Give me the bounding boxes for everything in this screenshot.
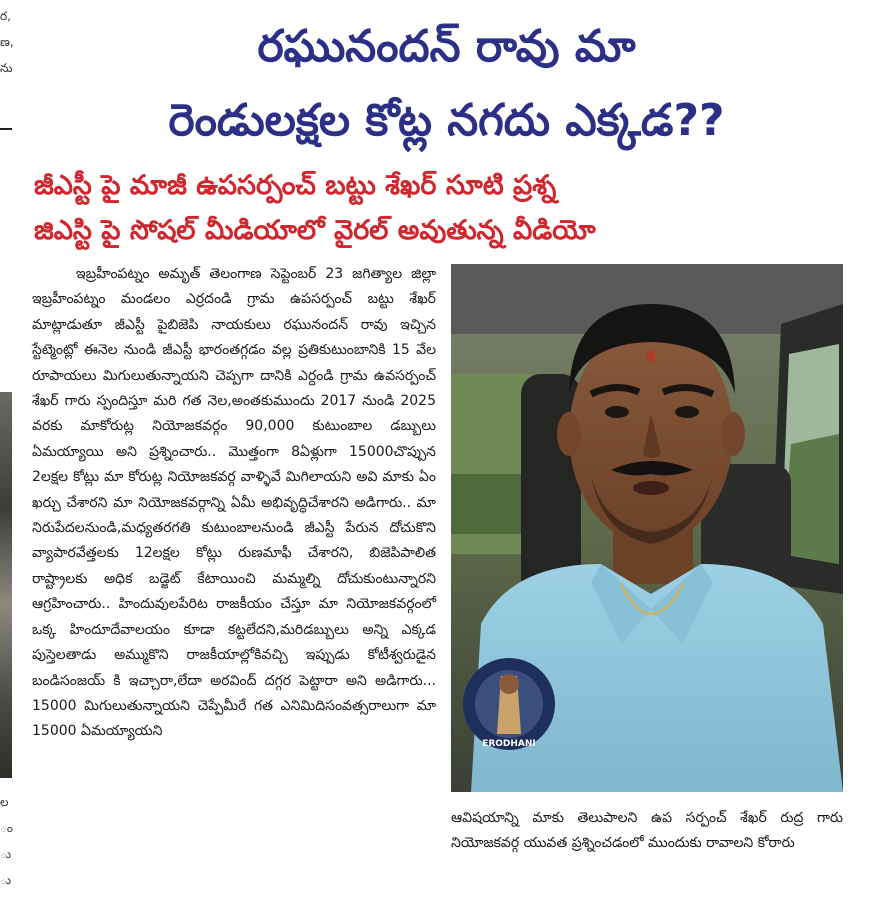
adjacent-column-fragment: ు [0,873,12,887]
adjacent-column-fragment: ను [0,61,13,75]
adjacent-column-fragment: ణ, [0,35,14,49]
badge-text: ERODHANI [482,739,536,749]
column-divider [0,128,12,130]
subheadline-line-1: జీఎస్టీ పై మాజీ ఉపసర్పంచ్ బట్టు శేఖర్ సూటి ప్రశ్న [34,170,557,201]
adjacent-photo-edge [0,392,12,778]
headline-line-1: రఘునందన్ రావు మా [257,21,636,72]
adjacent-column-fragment: ం [0,821,14,835]
article-photo [451,264,843,792]
adjacent-column-fragment: ు [0,847,12,861]
adjacent-column-fragment: ర, [0,9,11,23]
subheadline-line-2: జిఎస్టి పై సోషల్ మీడియాలో వైరల్ అవుతున్న వీడియో [34,215,596,246]
adjacent-column-fragment: ల [0,795,9,809]
adjacent-column-strip [0,0,14,906]
photo-caption: ఆవిషయాన్ని మాకు తెలుపాలని ఉప సర్పంచ్ శేఖర్ రుద్ర గారు నియోజకవర్గ యువత ప్రశ్నించడంలో ముందుకు రావాలని కోరారు [451,810,843,851]
man-in-car-illustration [451,264,843,792]
article-body: ఇబ్రహీంపట్నం అమృత్ తెలంగాణ సెప్టెంబర్ 23 జగిత్యాల జిల్లా ఇబ్రహీంపట్నం మండలం ఎర్రదండి గ్రామ ఉపసర్పంచ్ బట్టు శేఖర్ మాట్లాడుతూ జీఎస్టీ పైబిజెపి నాయకులు రఘునందన్ రావు ఇచ్చిన స్టేట్మెంట్లో ఈనెల నుండి జీఎస్టీ భారంతగ్గడం వల్ల ప్రతికుటుంబానికి 15 వేల రూపాయలు మిగులుతున్నాయని చెప్పగా దానికి ఎర్దండి గ్రామ ఉవసర్పంచ్ శేఖర్ గారు స్పందిస్తూ మరి గత నెల,అంతకుముందు 2017 నుండి 2025 వరకు మాకోరుట్ల నియోజకవర్గం 90,000 కుటుంబాల డబ్బులు ఏమయ్యాయి అని ప్రశ్నించారు.. మొత్తంగా 8ఏళ్లుగా 15000చొప్పున 2లక్షల కోట్లు మా కోరుట్ల నియోజకవర్గ వాళ్ళివే మిగిలాయని అవి మాకు ఏం ఖర్చు చేశారని మా నియోజకవర్గాన్ని ఏమీ అభివృద్ధిచేశారని అడిగారు.. మా నిరుపేదలనుండి,మధ్యతరగతి కుటుంబాలనుండి జీఎస్టీ పేరున దోచుకొని వ్యాపారవేత్తలకు 12లక్షల కోట్లు రుణమాఫీ చేశారని, బిజెపిపాలిత రాష్ట్రాలకు అధిక బడ్జెట్ కేటాయించి మమ్మల్ని దోచుకుంటున్నారని ఆగ్రహించారు.. హిందువులపేరిట రాజకీయం చేస్తూ మా నియోజకవర్గంలో ఒక్క హిందూదేవాలయం కూడా కట్టలేదని,మరిడబ్బులు అన్ని ఎక్కడ పుస్తెలతాడు అమ్ముకొని రాజకీయాల్లోకివచ్చి ఇప్పుడు కోటీశ్వరుడైన బండిసంజయ్ కి ఇచ్చారా,లేదా అరవింద్ దగ్గర పెట్టారా అని అడిగారు... 15000 మిగులుతున్నాయని చెప్పేమీరే గత ఎనిమిదిసంవత్సరాలుగా మా 15000 ఏమయ్యాయని [32,266,436,740]
headline-line-2: రెండులక్షల కోట్ల నగదు ఎక్కడ?? [168,95,725,146]
